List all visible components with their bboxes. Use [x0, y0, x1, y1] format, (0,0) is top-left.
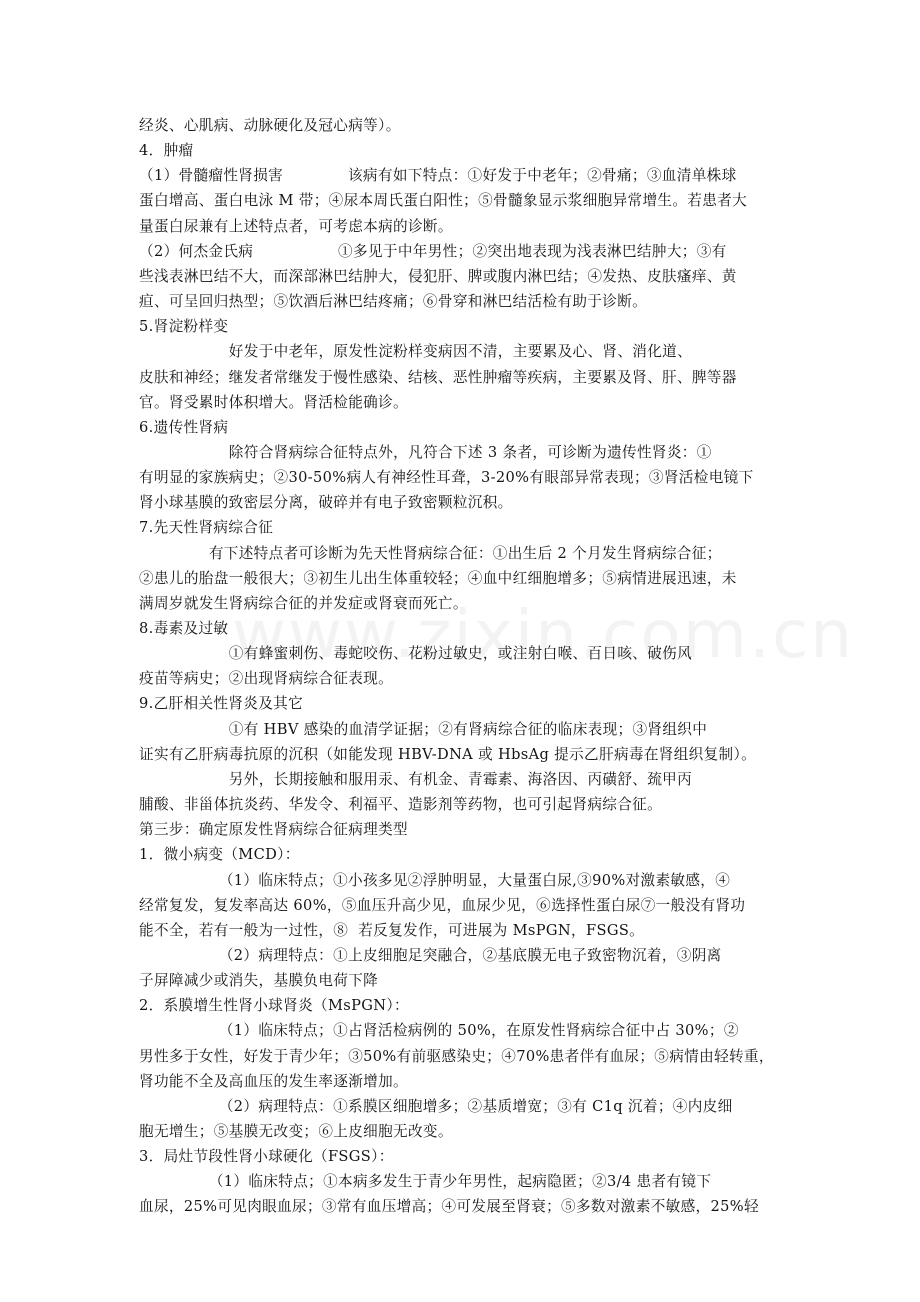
- text-line: 子屏障减少或消失，基膜负电荷下降: [139, 972, 379, 990]
- text-line: （1）临床特点；①占肾活检病例的 50%，在原发性肾病综合征中占 30%；②: [139, 1022, 739, 1040]
- text-line: 2．系膜增生性肾小球肾炎（MsPGN）：: [139, 997, 409, 1015]
- text-line: 7.先天性肾病综合征: [139, 519, 274, 537]
- text-line: 些浅表淋巴结不大，而深部淋巴结肿大，侵犯肝、脾或腹内淋巴结；④发热、皮肤瘙痒、黄: [139, 267, 737, 285]
- text-line: 另外，长期接触和服用汞、有机金、青霉素、海洛因、丙磺舒、巯甲丙: [139, 770, 693, 788]
- text-line: ①有 HBV 感染的血清学证据；②有肾病综合征的临床表现；③肾组织中: [139, 720, 708, 738]
- text-line: ①有蜂蜜刺伤、毒蛇咬伤、花粉过敏史，或注射白喉、百日咳、破伤风: [139, 645, 693, 663]
- text-line: 4．肿瘤: [139, 142, 194, 160]
- text-line: （1）临床特点；①小孩多见②浮肿明显，大量蛋白尿,③90%对激素敏感，④: [139, 871, 731, 889]
- text-line: （2）何杰金氏病 ①多见于中年男性；②突出地表现为浅表淋巴结肿大；③有: [139, 242, 727, 260]
- text-line: 经常复发，复发率高达 60%，⑤血压升高少见，血尿少见，⑥选择性蛋白尿⑦一般没有肾功: [139, 896, 746, 914]
- text-line: （1）临床特点；①本病多发生于青少年男性，起病隐匿；②3/4 患者有镜下: [139, 1173, 712, 1191]
- text-line: 胞无增生；⑤基膜无改变；⑥上皮细胞无改变。: [139, 1123, 453, 1140]
- text-line: （1）骨髓瘤性肾损害 该病有如下特点：①好发于中老年；②骨痛；③血清单株球: [139, 167, 737, 185]
- text-line: 能不全，若有一般为一过性，⑧ 若反复发作，可进展为 MsPGN，FSGS。: [139, 921, 645, 939]
- text-line: 3．局灶节段性肾小球硬化（FSGS）：: [139, 1148, 394, 1166]
- text-line: 量蛋白尿兼有上述特点者，可考虑本病的诊断。: [139, 217, 453, 235]
- text-line: 经炎、心肌病、动脉硬化及冠心病等）。: [139, 117, 401, 134]
- text-line: 9.乙肝相关性肾炎及其它: [139, 695, 304, 713]
- text-line: 蛋白增高、蛋白电泳 M 带；④尿本周氏蛋白阳性；⑤骨髓象显示浆细胞异常增生。若患者大: [139, 192, 748, 210]
- text-line: 官。肾受累时体积增大。肾活检能确诊。: [139, 393, 408, 411]
- text-line: 6.遗传性肾病: [139, 418, 229, 436]
- text-line: （2）病理特点：①上皮细胞足突融合，②基底膜无电子致密物沉着，③阴离: [139, 946, 722, 964]
- text-line: 除符合肾病综合征特点外，凡符合下述 3 条者，可诊断为遗传性肾炎：①: [139, 443, 712, 461]
- text-line: 有下述特点者可诊断为先天性肾病综合征：①出生后 2 个月发生肾病综合征；: [139, 544, 722, 562]
- text-line: 肾功能不全及高血压的发生率逐渐增加。: [139, 1072, 408, 1090]
- text-line: 满周岁就发生肾病综合征的并发症或肾衰而死亡。: [139, 594, 468, 612]
- text-line: 男性多于女性，好发于青少年；③50%有前驱感染史；④70%患者伴有血尿；⑤病情由轻转重，: [139, 1047, 774, 1065]
- text-line: 1．微小病变（MCD）：: [139, 846, 300, 864]
- text-line: 好发于中老年，原发性淀粉样变病因不清，主要累及心、肾、消化道、: [139, 343, 693, 361]
- text-line: 皮肤和神经；继发者常继发于慢性感染、结核、恶性肿瘤等疾病，主要累及肾、肝、脾等器: [139, 368, 737, 386]
- text-line: 疫苗等病史；②出现肾病综合征表现。: [139, 670, 394, 688]
- text-line: 疸、可呈回归热型；⑤饮酒后淋巴结疼痛；⑥骨穿和淋巴结活检有助于诊断。: [139, 293, 648, 311]
- text-line: 第三步：确定原发性肾病综合征病理类型: [139, 821, 408, 839]
- text-line: 证实有乙肝病毒抗原的沉积（如能发现 HBV-DNA 或 HbsAg 提示乙肝病毒在肾组织复制）。: [139, 745, 757, 763]
- text-line: 脯酸、非甾体抗炎药、华发令、利福平、造影剂等药物，也可引起肾病综合征。: [139, 796, 663, 814]
- text-line: 5.肾淀粉样变: [139, 318, 229, 336]
- text-line: 8.毒素及过敏: [139, 620, 229, 637]
- text-line: （2）病理特点：①系膜区细胞增多；②基质增宽；③有 C1q 沉着；④内皮细: [139, 1097, 733, 1115]
- text-line: 有明显的家族病史；②30-50%病人有神经性耳聋，3-20%有眼部异常表现；③肾活检电镜下: [139, 469, 754, 487]
- text-line: 肾小球基膜的致密层分离，破碎并有电子致密颗粒沉积。: [139, 494, 513, 512]
- text-line: 血尿，25%可见肉眼血尿；③常有血压增高；④可发展至肾衰；⑤多数对激素不敏感，25%轻: [139, 1198, 759, 1216]
- text-line: ②患儿的胎盘一般很大；③初生儿出生体重较轻；④血中红细胞增多；⑤病情进展迅速，未: [139, 569, 737, 587]
